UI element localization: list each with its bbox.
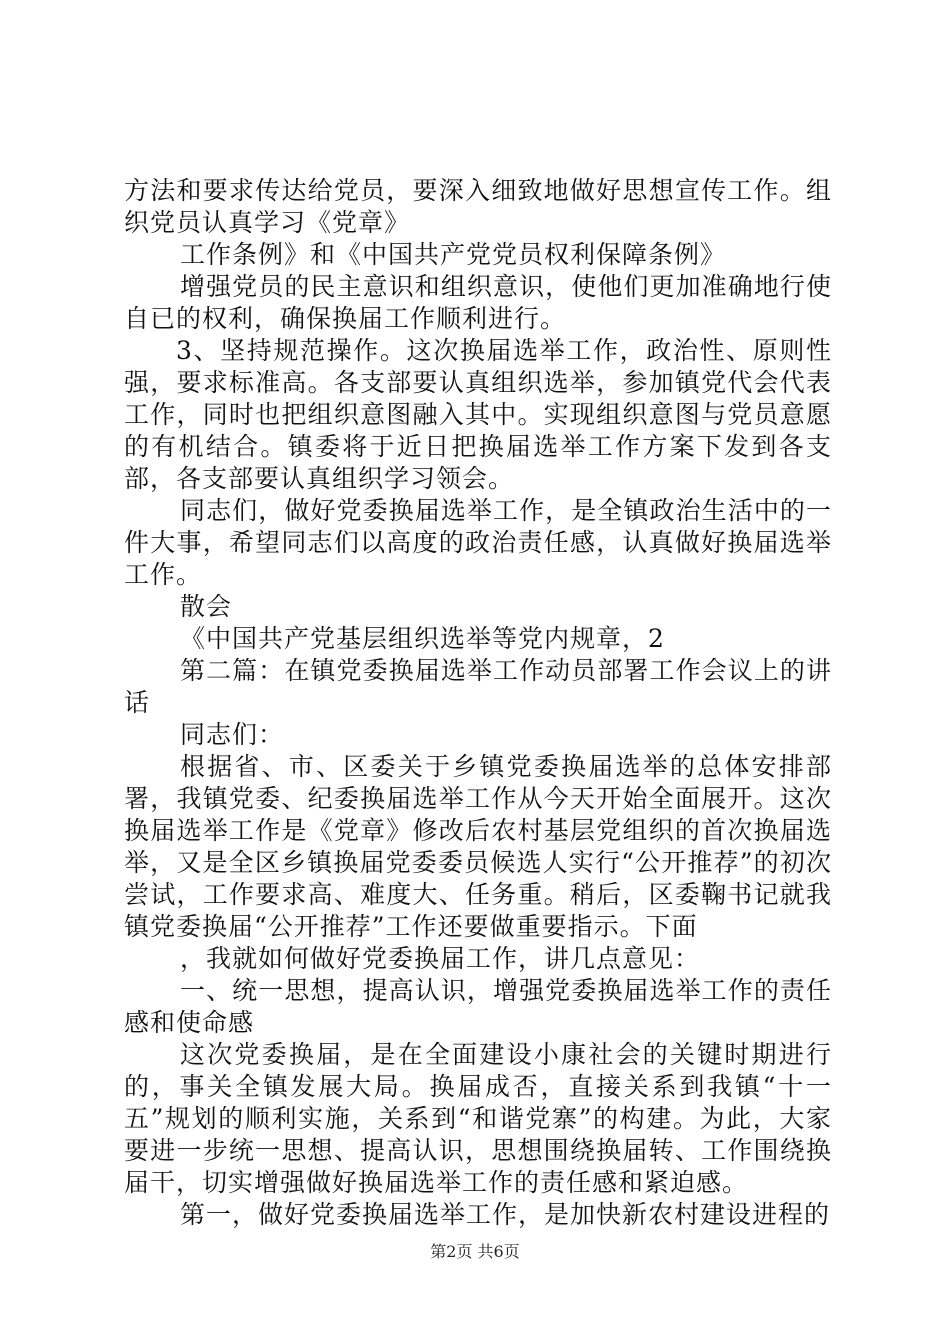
salutation: 同志们： (180, 720, 285, 749)
paragraph: 这次党委换届，是在全面建设小康社会的关键时期进行的，事关全镇发展大局。换届成否，直接关系到我镇“十一五”规划的顺利实施，关系到“和谐党寨”的构建。为此，大家要进一步统一思想、提高认识，思想围绕换届转、工作围绕换届干，切实增强做好换届选举工作的责任感和紧迫感。 (124, 1040, 832, 1197)
document-body (124, 175, 832, 1231)
paragraph: 《中国共产党基层组织选举等党内规章，2 (180, 624, 665, 653)
paragraph: 散会 (180, 592, 233, 621)
paragraph: 增强党员的民主意识和组织意识，使他们更加准确地行使自已的权利，确保换届工作顺利进行。 (124, 272, 832, 333)
page-number-footer: 第2页 共6页 (430, 1242, 520, 1261)
paragraph: 根据省、市、区委关于乡镇党委换届选举的总体安排部署，我镇党委、纪委换届选举工作从今天开始全面展开。这次换届选举工作是《党章》修改后农村基层党组织的首次换届选举，又是全区乡镇换届党委委员候选人实行“公开推荐”的初次尝试，工作要求高、难度大、任务重。稍后，区委鞠书记就我镇党委换届“公开推荐”工作还要做重要指示。下面 (124, 752, 832, 941)
paragraph: 一、统一思想，提高认识，增强党委换届选举工作的责任感和使命感 (124, 976, 832, 1037)
paragraph: 3、坚持规范操作。这次换届选举工作，政治性、原则性强，要求标准高。各支部要认真组织选举，参加镇党代会代表工作，同时也把组织意图融入其中。实现组织意图与党员意愿的有机结合。镇委将于近日把换届选举工作方案下发到各支部，各支部要认真组织学习领会。 (124, 336, 832, 493)
paragraph: 方法和要求传达给党员，要深入细致地做好思想宣传工作。组织党员认真学习《党章》 (124, 176, 832, 237)
paragraph: ，我就如何做好党委换届工作，讲几点意见： (180, 944, 701, 973)
paragraph: 第一，做好党委换届选举工作，是加快新农村建设进程的 (180, 1200, 831, 1229)
paragraph: 同志们，做好党委换届选举工作，是全镇政治生活中的一件大事，希望同志们以高度的政治责任感，认真做好换届选举工作。 (124, 496, 832, 589)
paragraph: 工作条例》和《中国共产党党员权利保障条例》 (180, 240, 727, 269)
section-heading: 第二篇：在镇党委换届选举工作动员部署工作会议上的讲话 (124, 656, 832, 717)
